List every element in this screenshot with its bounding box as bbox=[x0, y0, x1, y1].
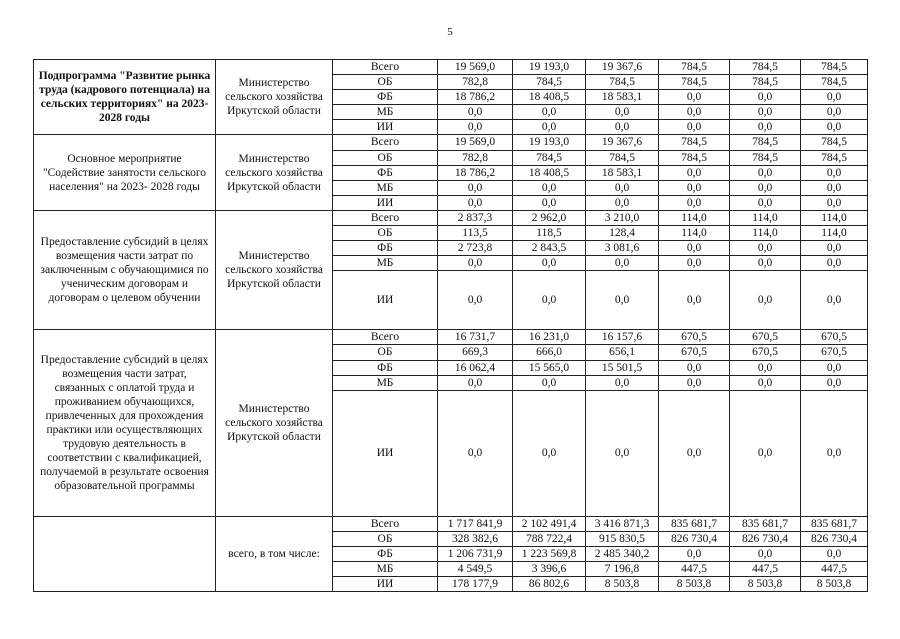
value-cell: 0,0 bbox=[513, 105, 586, 120]
value-cell: 782,8 bbox=[438, 75, 513, 90]
executor-cell: Министерство сельского хозяйства Иркутской области bbox=[216, 210, 333, 329]
value-cell: 0,0 bbox=[513, 390, 586, 516]
value-cell: 0,0 bbox=[659, 546, 730, 561]
value-cell: 826 730,4 bbox=[801, 531, 868, 546]
value-cell: 0,0 bbox=[659, 360, 730, 375]
funding-source-cell: Всего bbox=[333, 210, 438, 225]
value-cell: 784,5 bbox=[586, 75, 659, 90]
value-cell: 0,0 bbox=[801, 105, 868, 120]
value-cell: 19 569,0 bbox=[438, 60, 513, 75]
value-cell: 16 731,7 bbox=[438, 330, 513, 345]
value-cell: 0,0 bbox=[586, 195, 659, 210]
value-cell: 0,0 bbox=[801, 390, 868, 516]
value-cell: 784,5 bbox=[586, 150, 659, 165]
value-cell: 0,0 bbox=[801, 165, 868, 180]
table-row bbox=[34, 135, 868, 150]
value-cell: 0,0 bbox=[659, 165, 730, 180]
value-cell: 128,4 bbox=[586, 226, 659, 241]
funding-source-cell: ИИ bbox=[333, 271, 438, 330]
value-cell: 0,0 bbox=[438, 256, 513, 271]
value-cell: 0,0 bbox=[730, 360, 801, 375]
value-cell: 3 210,0 bbox=[586, 210, 659, 225]
value-cell: 0,0 bbox=[513, 120, 586, 135]
value-cell: 826 730,4 bbox=[730, 531, 801, 546]
funding-source-cell: ФБ bbox=[333, 165, 438, 180]
value-cell: 2 962,0 bbox=[513, 210, 586, 225]
program-name-cell: Подпрограмма "Развитие рынка труда (кадрового потенциала) на сельских территориях" на 2023-2028 годы bbox=[34, 60, 216, 135]
value-cell: 0,0 bbox=[438, 390, 513, 516]
value-cell: 0,0 bbox=[730, 546, 801, 561]
value-cell: 113,5 bbox=[438, 226, 513, 241]
funding-source-cell: МБ bbox=[333, 180, 438, 195]
value-cell: 0,0 bbox=[801, 360, 868, 375]
value-cell: 782,8 bbox=[438, 150, 513, 165]
value-cell: 670,5 bbox=[801, 330, 868, 345]
funding-source-cell: ФБ bbox=[333, 546, 438, 561]
value-cell: 670,5 bbox=[801, 345, 868, 360]
funding-source-cell: Всего bbox=[333, 330, 438, 345]
value-cell: 8 503,8 bbox=[659, 577, 730, 592]
value-cell: 0,0 bbox=[730, 271, 801, 330]
funding-source-cell: ОБ bbox=[333, 75, 438, 90]
value-cell: 784,5 bbox=[801, 150, 868, 165]
funding-source-cell: ИИ bbox=[333, 577, 438, 592]
value-cell: 447,5 bbox=[801, 561, 868, 576]
value-cell: 826 730,4 bbox=[659, 531, 730, 546]
value-cell: 178 177,9 bbox=[438, 577, 513, 592]
value-cell: 0,0 bbox=[659, 241, 730, 256]
value-cell: 19 367,6 bbox=[586, 135, 659, 150]
funding-source-cell: ИИ bbox=[333, 120, 438, 135]
value-cell: 2 485 340,2 bbox=[586, 546, 659, 561]
value-cell: 16 231,0 bbox=[513, 330, 586, 345]
value-cell: 0,0 bbox=[730, 105, 801, 120]
value-cell: 4 549,5 bbox=[438, 561, 513, 576]
value-cell: 0,0 bbox=[730, 195, 801, 210]
funding-source-cell: ФБ bbox=[333, 360, 438, 375]
value-cell: 0,0 bbox=[730, 165, 801, 180]
value-cell: 0,0 bbox=[801, 180, 868, 195]
value-cell: 0,0 bbox=[586, 375, 659, 390]
value-cell: 8 503,8 bbox=[801, 577, 868, 592]
value-cell: 0,0 bbox=[513, 256, 586, 271]
value-cell: 835 681,7 bbox=[730, 516, 801, 531]
program-name-cell: Основное мероприятие "Содействие занятости сельского населения" на 2023- 2028 годы bbox=[34, 135, 216, 210]
funding-source-cell: ОБ bbox=[333, 531, 438, 546]
value-cell: 18 786,2 bbox=[438, 90, 513, 105]
value-cell: 114,0 bbox=[659, 226, 730, 241]
executor-cell: Министерство сельского хозяйства Иркутской области bbox=[216, 135, 333, 210]
value-cell: 0,0 bbox=[586, 390, 659, 516]
funding-source-cell: ОБ bbox=[333, 345, 438, 360]
value-cell: 0,0 bbox=[659, 105, 730, 120]
funding-source-cell: МБ bbox=[333, 256, 438, 271]
value-cell: 0,0 bbox=[659, 195, 730, 210]
value-cell: 8 503,8 bbox=[730, 577, 801, 592]
value-cell: 0,0 bbox=[438, 271, 513, 330]
value-cell: 19 193,0 bbox=[513, 60, 586, 75]
value-cell: 0,0 bbox=[513, 375, 586, 390]
value-cell: 0,0 bbox=[513, 180, 586, 195]
table-row bbox=[34, 210, 868, 225]
value-cell: 15 501,5 bbox=[586, 360, 659, 375]
value-cell: 0,0 bbox=[659, 90, 730, 105]
value-cell: 0,0 bbox=[801, 375, 868, 390]
value-cell: 16 062,4 bbox=[438, 360, 513, 375]
value-cell: 0,0 bbox=[801, 120, 868, 135]
value-cell: 15 565,0 bbox=[513, 360, 586, 375]
value-cell: 784,5 bbox=[659, 135, 730, 150]
value-cell: 0,0 bbox=[586, 271, 659, 330]
value-cell: 670,5 bbox=[659, 345, 730, 360]
value-cell: 784,5 bbox=[730, 75, 801, 90]
value-cell: 1 223 569,8 bbox=[513, 546, 586, 561]
value-cell: 784,5 bbox=[801, 135, 868, 150]
value-cell: 0,0 bbox=[659, 375, 730, 390]
value-cell: 0,0 bbox=[438, 180, 513, 195]
value-cell: 0,0 bbox=[438, 375, 513, 390]
value-cell: 1 717 841,9 bbox=[438, 516, 513, 531]
value-cell: 656,1 bbox=[586, 345, 659, 360]
value-cell: 0,0 bbox=[801, 271, 868, 330]
table-row bbox=[34, 516, 868, 531]
value-cell: 0,0 bbox=[730, 180, 801, 195]
value-cell: 19 193,0 bbox=[513, 135, 586, 150]
value-cell: 8 503,8 bbox=[586, 577, 659, 592]
value-cell: 0,0 bbox=[801, 241, 868, 256]
funding-source-cell: ФБ bbox=[333, 241, 438, 256]
value-cell: 784,5 bbox=[513, 150, 586, 165]
value-cell: 114,0 bbox=[801, 210, 868, 225]
value-cell: 0,0 bbox=[586, 120, 659, 135]
funding-source-cell: МБ bbox=[333, 375, 438, 390]
value-cell: 19 569,0 bbox=[438, 135, 513, 150]
funding-source-cell: ИИ bbox=[333, 390, 438, 516]
value-cell: 0,0 bbox=[730, 256, 801, 271]
funding-source-cell: Всего bbox=[333, 135, 438, 150]
value-cell: 0,0 bbox=[801, 546, 868, 561]
value-cell: 0,0 bbox=[730, 120, 801, 135]
program-name-cell bbox=[34, 516, 216, 591]
value-cell: 328 382,6 bbox=[438, 531, 513, 546]
executor-cell: всего, в том числе: bbox=[216, 516, 333, 591]
value-cell: 18 786,2 bbox=[438, 165, 513, 180]
funding-source-cell: ИИ bbox=[333, 195, 438, 210]
value-cell: 118,5 bbox=[513, 226, 586, 241]
program-name-cell: Предоставление субсидий в целях возмещения части затрат по заключенным с обучающимися по ученическим договорам и договорам о целевом обучении bbox=[34, 210, 216, 329]
value-cell: 16 157,6 bbox=[586, 330, 659, 345]
value-cell: 784,5 bbox=[659, 75, 730, 90]
value-cell: 0,0 bbox=[659, 271, 730, 330]
value-cell: 784,5 bbox=[730, 135, 801, 150]
value-cell: 2 102 491,4 bbox=[513, 516, 586, 531]
value-cell: 3 416 871,3 bbox=[586, 516, 659, 531]
value-cell: 0,0 bbox=[438, 105, 513, 120]
value-cell: 784,5 bbox=[801, 60, 868, 75]
value-cell: 1 206 731,9 bbox=[438, 546, 513, 561]
value-cell: 0,0 bbox=[730, 390, 801, 516]
value-cell: 915 830,5 bbox=[586, 531, 659, 546]
value-cell: 0,0 bbox=[730, 90, 801, 105]
funding-source-cell: Всего bbox=[333, 60, 438, 75]
value-cell: 784,5 bbox=[513, 75, 586, 90]
value-cell: 0,0 bbox=[659, 390, 730, 516]
value-cell: 0,0 bbox=[586, 256, 659, 271]
executor-cell: Министерство сельского хозяйства Иркутской области bbox=[216, 330, 333, 516]
value-cell: 18 583,1 bbox=[586, 90, 659, 105]
value-cell: 2 843,5 bbox=[513, 241, 586, 256]
value-cell: 447,5 bbox=[730, 561, 801, 576]
value-cell: 835 681,7 bbox=[659, 516, 730, 531]
value-cell: 784,5 bbox=[659, 60, 730, 75]
value-cell: 2 837,3 bbox=[438, 210, 513, 225]
value-cell: 0,0 bbox=[513, 195, 586, 210]
value-cell: 669,3 bbox=[438, 345, 513, 360]
funding-source-cell: ОБ bbox=[333, 150, 438, 165]
value-cell: 86 802,6 bbox=[513, 577, 586, 592]
page-number: 5 bbox=[447, 26, 453, 38]
value-cell: 19 367,6 bbox=[586, 60, 659, 75]
funding-source-cell: Всего bbox=[333, 516, 438, 531]
value-cell: 0,0 bbox=[801, 195, 868, 210]
funding-source-cell: МБ bbox=[333, 105, 438, 120]
value-cell: 3 396,6 bbox=[513, 561, 586, 576]
value-cell: 114,0 bbox=[730, 226, 801, 241]
value-cell: 0,0 bbox=[730, 241, 801, 256]
budget-table bbox=[33, 59, 868, 592]
value-cell: 114,0 bbox=[801, 226, 868, 241]
value-cell: 114,0 bbox=[730, 210, 801, 225]
value-cell: 784,5 bbox=[730, 60, 801, 75]
funding-source-cell: МБ bbox=[333, 561, 438, 576]
value-cell: 0,0 bbox=[659, 256, 730, 271]
table-row bbox=[34, 330, 868, 345]
value-cell: 18 583,1 bbox=[586, 165, 659, 180]
value-cell: 784,5 bbox=[730, 150, 801, 165]
value-cell: 784,5 bbox=[659, 150, 730, 165]
value-cell: 666,0 bbox=[513, 345, 586, 360]
value-cell: 0,0 bbox=[586, 105, 659, 120]
value-cell: 0,0 bbox=[801, 90, 868, 105]
executor-cell: Министерство сельского хозяйства Иркутской области bbox=[216, 60, 333, 135]
value-cell: 447,5 bbox=[659, 561, 730, 576]
value-cell: 0,0 bbox=[730, 375, 801, 390]
value-cell: 784,5 bbox=[801, 75, 868, 90]
funding-source-cell: ОБ bbox=[333, 226, 438, 241]
value-cell: 0,0 bbox=[659, 120, 730, 135]
value-cell: 670,5 bbox=[730, 345, 801, 360]
value-cell: 0,0 bbox=[801, 256, 868, 271]
table-row bbox=[34, 60, 868, 75]
funding-source-cell: ФБ bbox=[333, 90, 438, 105]
value-cell: 0,0 bbox=[659, 180, 730, 195]
value-cell: 0,0 bbox=[586, 180, 659, 195]
value-cell: 0,0 bbox=[438, 195, 513, 210]
value-cell: 18 408,5 bbox=[513, 90, 586, 105]
value-cell: 2 723,8 bbox=[438, 241, 513, 256]
value-cell: 114,0 bbox=[659, 210, 730, 225]
value-cell: 0,0 bbox=[513, 271, 586, 330]
value-cell: 788 722,4 bbox=[513, 531, 586, 546]
program-name-cell: Предоставление субсидий в целях возмещения части затрат, связанных с оплатой труда и проживанием обучающихся, привлеченных для прохождения практики или осуществляющих трудовую деятельность в соответствии с квалификацией, получаемой в результате освоения образовательной программы bbox=[34, 330, 216, 516]
value-cell: 835 681,7 bbox=[801, 516, 868, 531]
value-cell: 3 081,6 bbox=[586, 241, 659, 256]
value-cell: 7 196,8 bbox=[586, 561, 659, 576]
value-cell: 0,0 bbox=[438, 120, 513, 135]
value-cell: 670,5 bbox=[730, 330, 801, 345]
value-cell: 670,5 bbox=[659, 330, 730, 345]
value-cell: 18 408,5 bbox=[513, 165, 586, 180]
